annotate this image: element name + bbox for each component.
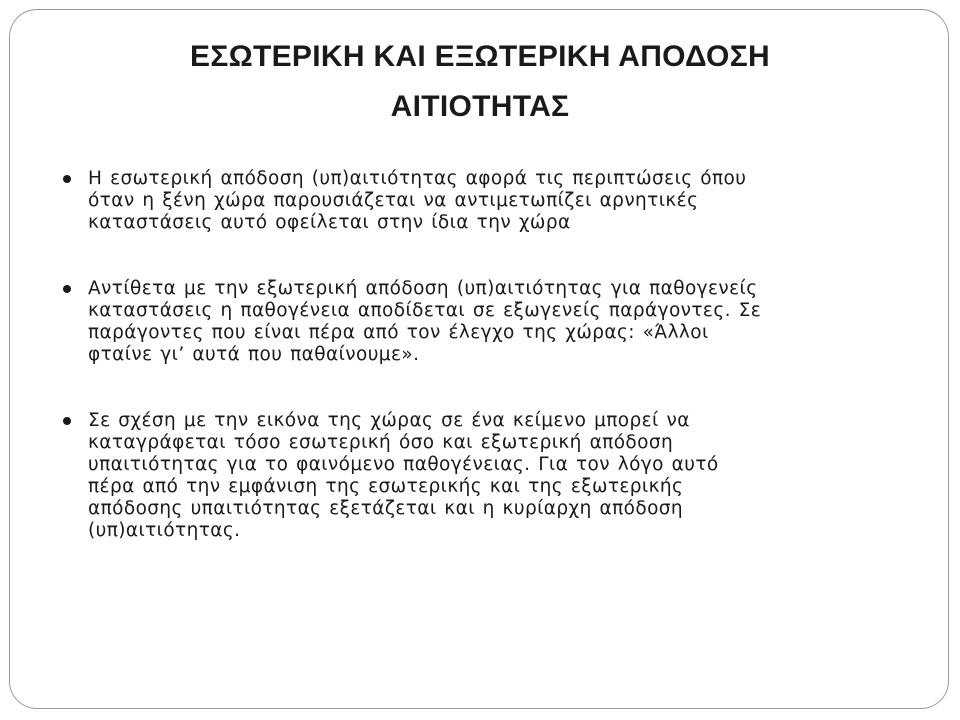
bullet-text-line: Η εσωτερική απόδοση (υπ)αιτιότητας αφορά τις περιπτώσεις όπου <box>88 168 747 189</box>
bullet-text-line: υπαιτιότητας για το φαινόμενο παθογένειας. Για τον λόγο αυτό <box>88 454 719 475</box>
bullet-item-internal-attribution <box>62 168 862 234</box>
title-line-1: ΕΣΩΤΕΡΙΚΗ ΚΑΙ ΕΞΩΤΕΡΙΚΗ ΑΠΟΔΟΣΗ <box>190 40 770 73</box>
bullet-text-line: καταστάσεις αυτό οφείλεται στην ίδια την χώρα <box>88 212 571 233</box>
bullet-text-line: πέρα από την εμφάνιση της εσωτερικής και της εξωτερικής <box>88 476 684 497</box>
bullet-dot-icon <box>63 285 71 293</box>
bullet-text-line: καταστάσεις η παθογένεια αποδίδεται σε εξωγενείς παράγοντες. Σε <box>88 300 762 321</box>
bullet-text-line: Σε σχέση με την εικόνα της χώρας σε ένα κείμενο μπορεί να <box>88 410 690 431</box>
bullet-item-country-image <box>62 410 862 542</box>
bullet-item-external-attribution <box>62 278 862 366</box>
bullet-text-line: (υπ)αιτιότητας. <box>88 520 241 541</box>
bullet-dot-icon <box>63 417 71 425</box>
bullet-text-line: απόδοσης υπαιτιότητας εξετάζεται και η κυρίαρχη απόδοση <box>88 498 684 519</box>
bullet-text-line: φταίνε γι’ αυτά που παθαίνουμε». <box>88 344 420 365</box>
slide-title <box>50 32 910 132</box>
bullet-text-line: Αντίθετα με την εξωτερική απόδοση (υπ)αιτιότητας για παθογενείς <box>88 278 758 299</box>
slide-frame <box>9 9 949 709</box>
bullet-dot-icon <box>63 175 71 183</box>
bullet-text-line: παράγοντες που είναι πέρα από τον έλεγχο της χώρας: «Άλλοι <box>88 322 709 343</box>
bullet-text-line: όταν η ξένη χώρα παρουσιάζεται να αντιμετωπίζει αρνητικές <box>88 190 699 211</box>
bullet-list <box>62 168 862 542</box>
title-line-2: ΑΙΤΙΟΤΗΤΑΣ <box>390 90 570 123</box>
bullet-text-line: καταγράφεται τόσο εσωτερική όσο και εξωτερική απόδοση <box>88 432 674 453</box>
